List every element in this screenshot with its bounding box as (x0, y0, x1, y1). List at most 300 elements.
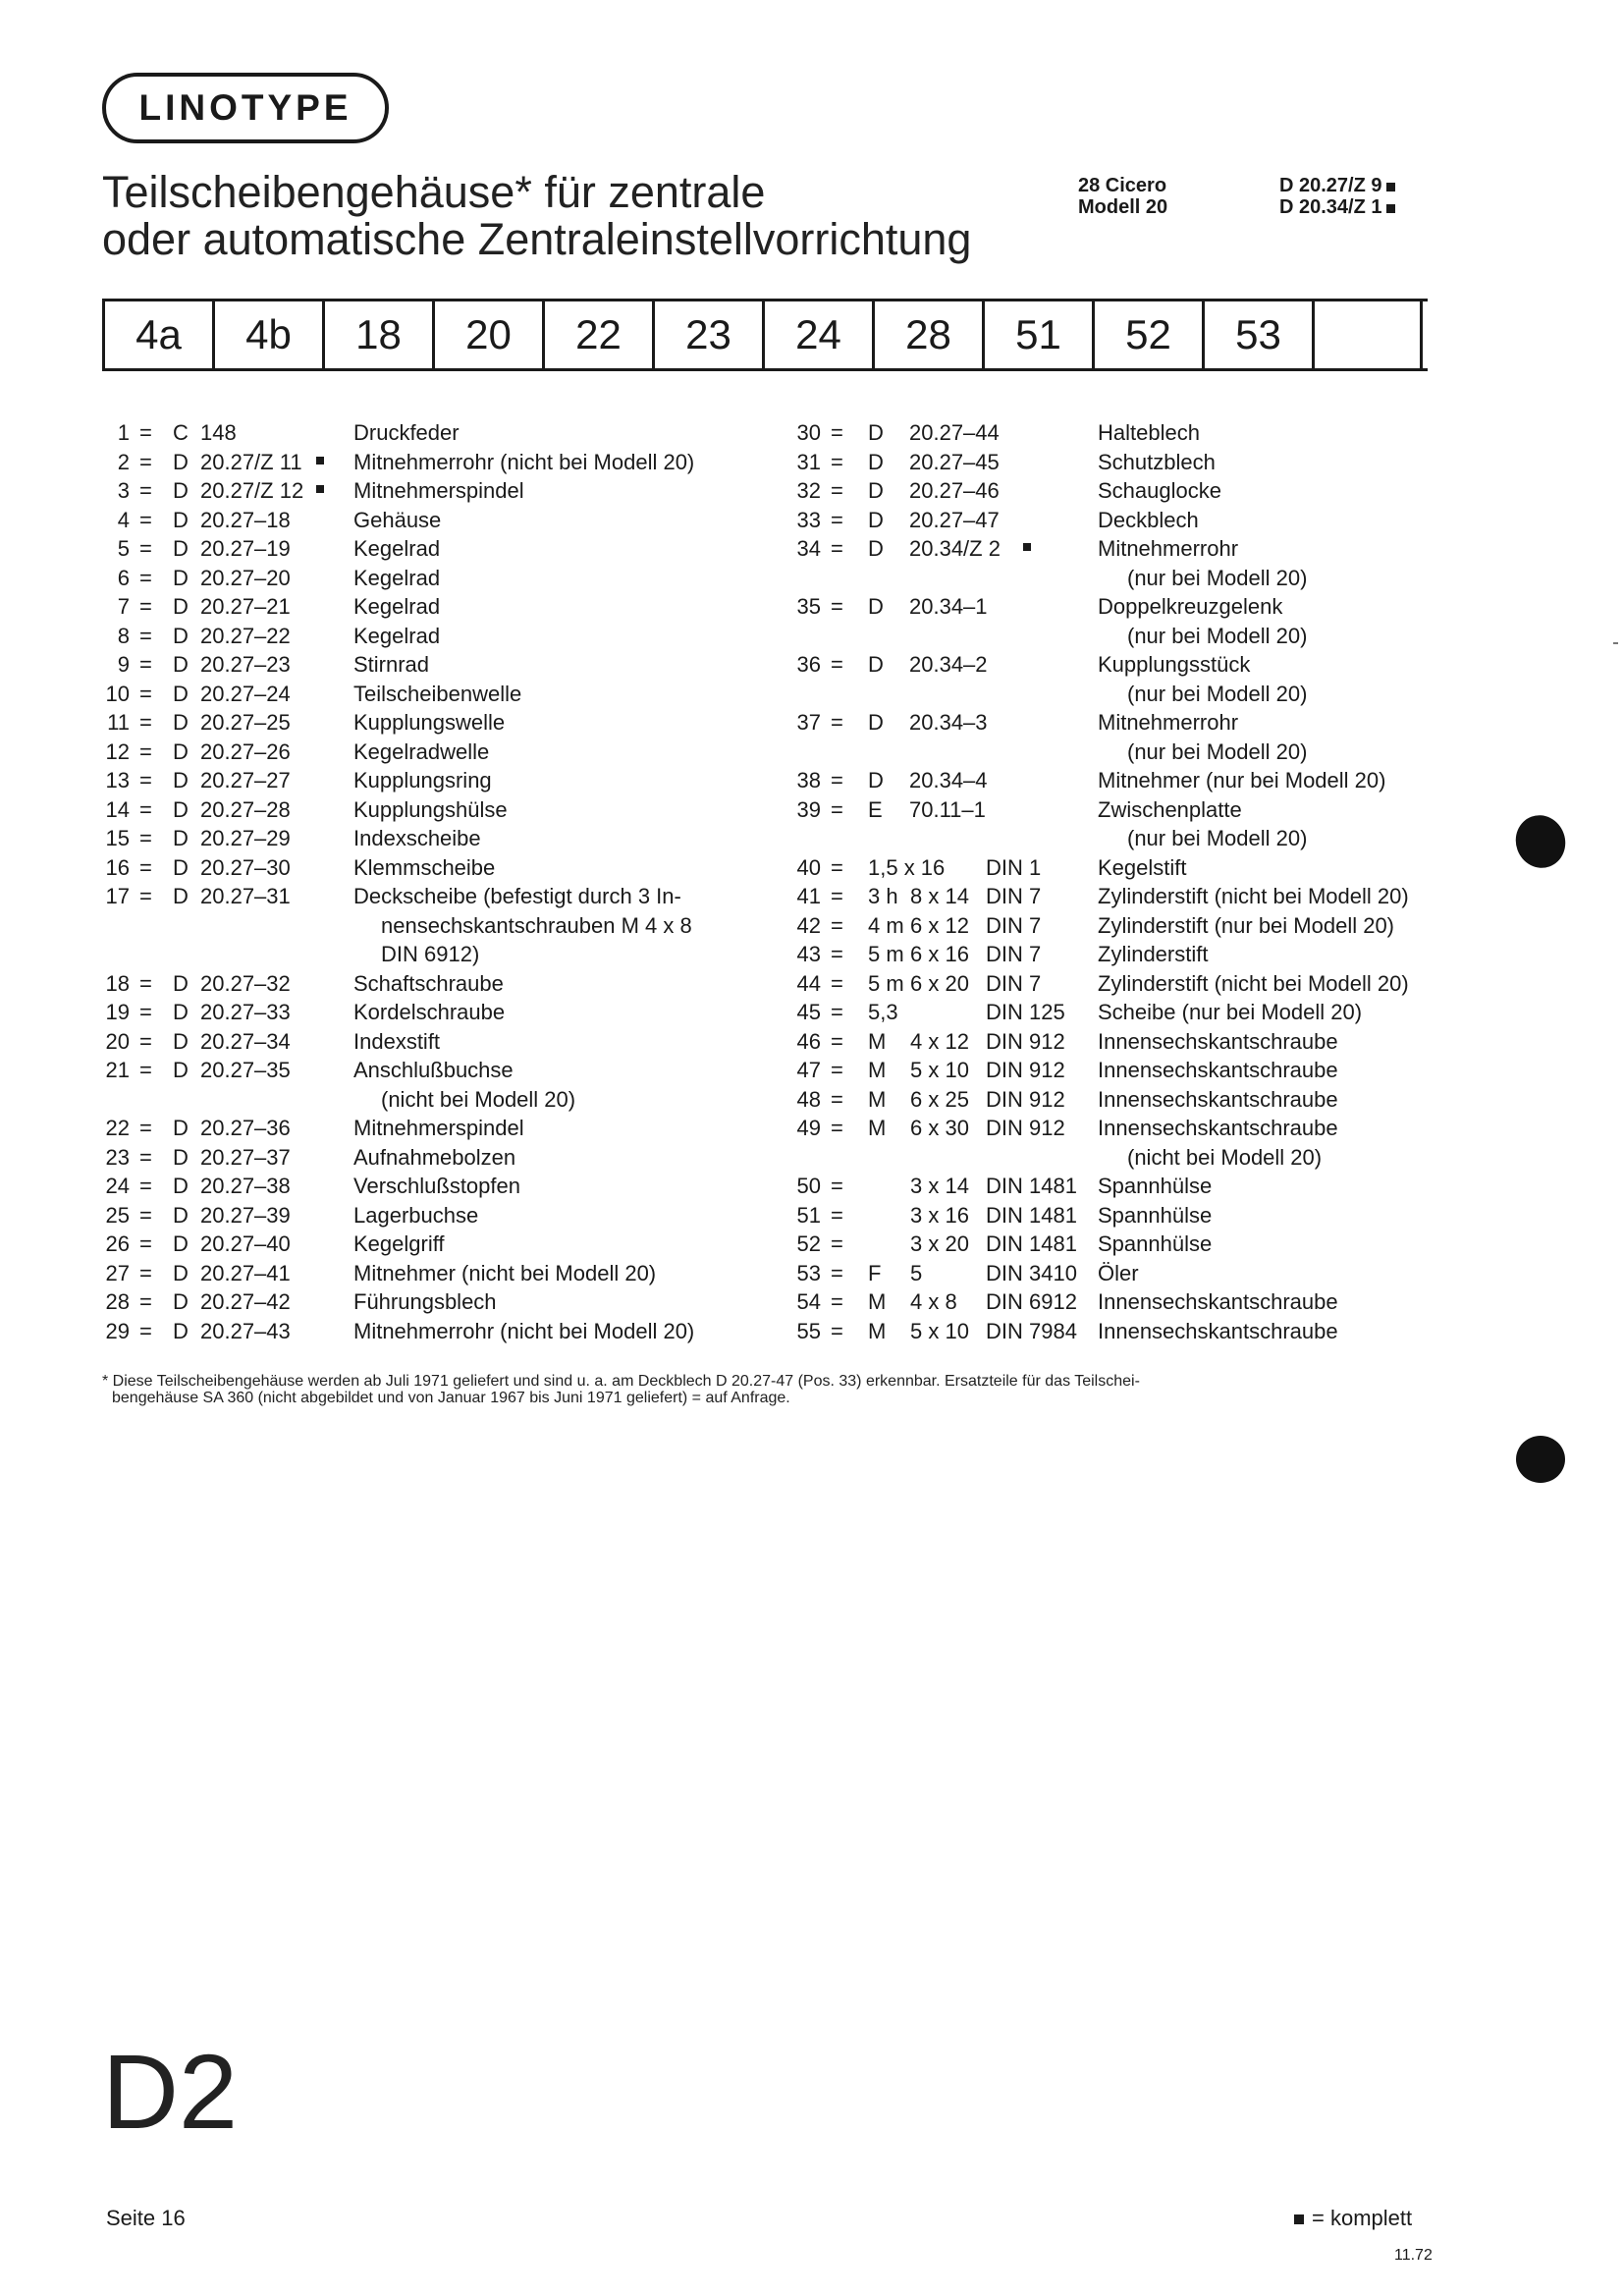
equals-sign: = (139, 478, 152, 503)
equals-sign: = (831, 1086, 843, 1112)
part-prefix: D (173, 652, 189, 677)
part-description: Führungsblech (353, 1289, 497, 1314)
equals-sign: = (139, 652, 152, 677)
item-number: 11 (107, 710, 130, 735)
index-cell: 24 (765, 301, 875, 368)
part-prefix: D (173, 478, 189, 503)
part-code: 20.27–45 (909, 449, 1000, 474)
equals-sign: = (831, 912, 843, 938)
din-standard: DIN 7984 (986, 1318, 1077, 1343)
part-description: Kupplungshülse (353, 796, 508, 822)
part-prefix: D (868, 594, 884, 619)
din-standard: DIN 912 (986, 1028, 1065, 1054)
item-number: 40 (796, 854, 821, 880)
part-description: Kupplungsring (353, 768, 492, 793)
item-number: 25 (105, 1202, 130, 1228)
item-number: 7 (117, 594, 130, 619)
part-description: Indexstift (353, 1028, 441, 1054)
part-code: 20.27–30 (200, 854, 291, 880)
equals-sign: = (831, 507, 843, 532)
equals-sign: = (831, 1260, 843, 1285)
part-description: Kegelstift (1098, 854, 1187, 880)
part-prefix: D (173, 768, 189, 793)
din-standard: DIN 7 (986, 970, 1042, 996)
item-number: 54 (796, 1289, 821, 1314)
part-code: 20.27–35 (200, 1058, 291, 1082)
assembly-code-2: D 20.34/Z 1 (1279, 196, 1395, 218)
equals-sign: = (831, 710, 843, 735)
part-code: 20.27–44 (909, 420, 1000, 445)
equals-sign: = (831, 1202, 843, 1228)
complete-square-icon (1386, 183, 1395, 191)
part-code: 20.27–46 (909, 478, 1000, 503)
item-number: 24 (105, 1174, 130, 1198)
index-cell: 23 (655, 301, 765, 368)
part-prefix: D (173, 970, 189, 996)
item-number: 3 (117, 478, 130, 503)
equals-sign: = (831, 942, 843, 966)
part-description: Spannhülse (1098, 1202, 1213, 1228)
part-prefix: D (173, 884, 189, 908)
equals-sign: = (139, 536, 152, 561)
part-description: Deckscheibe (befestigt durch 3 In- (353, 884, 681, 908)
din-standard: DIN 1481 (986, 1174, 1077, 1198)
item-number: 9 (117, 652, 130, 677)
part-size: 5 (910, 1260, 923, 1285)
part-prefix: D (868, 507, 884, 532)
part-code: 20.27–37 (200, 1144, 291, 1170)
part-description: Zylinderstift (nicht bei Modell 20) (1098, 884, 1409, 908)
equals-sign: = (139, 768, 152, 793)
part-prefix: D (868, 652, 884, 677)
part-code: 20.34–3 (909, 710, 988, 735)
part-prefix: D (173, 1116, 189, 1140)
part-description: Mitnehmerrohr (1098, 536, 1239, 561)
equals-sign: = (831, 884, 843, 908)
part-description: Mitnehmer (nur bei Modell 20) (1098, 768, 1386, 793)
part-description: Gehäuse (353, 507, 442, 532)
equals-sign: = (831, 854, 843, 880)
part-prefix: D (173, 565, 189, 590)
legend-text: = komplett (1312, 2206, 1413, 2230)
part-prefix: D (173, 1028, 189, 1054)
item-number: 29 (105, 1318, 130, 1343)
part-prefix: 1,5 x 16 (868, 854, 946, 880)
item-number: 22 (105, 1116, 130, 1140)
part-description: Teilscheibenwelle (353, 681, 522, 706)
index-cell: 52 (1095, 301, 1205, 368)
linotype-logo (102, 73, 389, 143)
complete-square-icon (1023, 543, 1031, 551)
part-prefix: D (173, 1144, 189, 1170)
equals-sign: = (139, 1260, 152, 1285)
equals-sign: = (139, 1000, 152, 1024)
item-number: 19 (105, 1000, 130, 1024)
part-code: 20.27–21 (200, 594, 291, 619)
part-code: 20.27–43 (200, 1318, 291, 1343)
index-cell: 4a (105, 301, 215, 368)
part-code: 20.27/Z 12 (200, 478, 304, 503)
equals-sign: = (139, 449, 152, 474)
part-code: 20.27–27 (200, 768, 291, 793)
title-line-1: Teilscheibengehäuse* für zentrale (102, 167, 766, 217)
part-prefix: 5,3 (868, 1000, 898, 1024)
footnote-line-2: bengehäuse SA 360 (nicht abgebildet und von Januar 1967 bis Juni 1971 geliefert) = auf Anfrage. (112, 1390, 790, 1406)
item-number: 27 (105, 1260, 130, 1285)
part-description: Mitnehmerspindel (353, 1116, 524, 1140)
part-size: 6 x 25 (910, 1086, 969, 1112)
part-prefix: D (868, 420, 884, 445)
part-code: 20.27–47 (909, 507, 1000, 532)
equals-sign: = (139, 1058, 152, 1082)
item-number: 50 (796, 1174, 821, 1198)
part-description: Zylinderstift (nicht bei Modell 20) (1098, 970, 1409, 996)
part-description: Spannhülse (1098, 1231, 1213, 1256)
part-code: 20.27–38 (200, 1174, 291, 1198)
part-size: 4 x 12 (910, 1028, 969, 1054)
part-prefix: D (173, 594, 189, 619)
part-prefix: D (173, 1260, 189, 1285)
item-number: 14 (105, 796, 130, 822)
part-description: Mitnehmerrohr (1098, 710, 1239, 735)
part-code: 20.34–4 (909, 768, 988, 793)
logo-text: LINOTYPE (138, 87, 352, 128)
item-number: 49 (796, 1116, 821, 1140)
item-number: 34 (796, 536, 821, 561)
model-index-bar (102, 299, 1428, 371)
section-code: D2 (102, 2032, 239, 2151)
part-description: Innensechskantschraube (1098, 1289, 1338, 1314)
legend (1294, 2206, 1412, 2231)
index-cell: 53 (1205, 301, 1315, 368)
part-size: 3 x 14 (910, 1174, 969, 1198)
din-standard: DIN 125 (986, 1000, 1065, 1024)
equals-sign: = (139, 681, 152, 706)
part-description: Aufnahmebolzen (353, 1144, 516, 1170)
part-prefix: D (173, 681, 189, 706)
part-prefix: D (173, 1000, 189, 1024)
part-prefix: D (173, 449, 189, 474)
part-prefix: D (173, 1174, 189, 1198)
part-code: 20.27–18 (200, 507, 291, 532)
part-prefix: D (173, 796, 189, 822)
din-standard: DIN 912 (986, 1116, 1065, 1140)
part-prefix: D (173, 738, 189, 764)
din-standard: DIN 6912 (986, 1289, 1077, 1314)
part-prefix: D (868, 449, 884, 474)
item-number: 42 (796, 912, 821, 938)
part-description: Klemmscheibe (353, 854, 496, 880)
equals-sign: = (139, 826, 152, 850)
part-description: (nur bei Modell 20) (1127, 826, 1308, 850)
equals-sign: = (831, 796, 843, 822)
part-code: 20.27–32 (200, 970, 291, 996)
item-number: 47 (796, 1058, 821, 1082)
item-number: 31 (796, 449, 821, 474)
part-size: 4 x 8 (910, 1289, 957, 1314)
part-description: DIN 6912) (381, 942, 480, 966)
equals-sign: = (831, 420, 843, 445)
equals-sign: = (139, 420, 152, 445)
part-code: 20.27–22 (200, 623, 291, 648)
part-prefix: M (868, 1318, 887, 1343)
equals-sign: = (139, 565, 152, 590)
item-number: 39 (796, 796, 821, 822)
complete-square-icon (1386, 204, 1395, 213)
index-cell: 28 (875, 301, 985, 368)
page-number: Seite 16 (106, 2206, 186, 2230)
equals-sign: = (139, 1116, 152, 1140)
item-number: 52 (796, 1231, 821, 1256)
title-line-2: oder automatische Zentraleinstellvorrichtung (102, 214, 972, 264)
item-number: 35 (796, 594, 821, 619)
part-description: Innensechskantschraube (1098, 1058, 1338, 1082)
part-prefix: 4 m (868, 912, 904, 938)
print-date: 11.72 (1394, 2247, 1433, 2264)
part-prefix: 3 h (868, 884, 898, 908)
part-code: 20.27–23 (200, 652, 291, 677)
part-size: 3 x 20 (910, 1231, 969, 1256)
part-prefix: M (868, 1116, 887, 1140)
item-number: 45 (796, 1000, 821, 1024)
equals-sign: = (139, 884, 152, 908)
item-number: 23 (105, 1144, 130, 1170)
part-description: Innensechskantschraube (1098, 1028, 1338, 1054)
part-description: Deckblech (1098, 507, 1199, 532)
part-description: (nur bei Modell 20) (1127, 681, 1308, 706)
item-number: 51 (796, 1202, 821, 1228)
item-number: 2 (117, 449, 130, 474)
equals-sign: = (139, 507, 152, 532)
item-number: 46 (796, 1028, 821, 1054)
item-number: 55 (796, 1318, 821, 1343)
item-number: 18 (105, 970, 130, 996)
part-prefix: M (868, 1086, 887, 1112)
din-standard: DIN 1481 (986, 1202, 1077, 1228)
part-description: (nicht bei Modell 20) (1127, 1144, 1323, 1170)
part-description: Zylinderstift (1098, 942, 1209, 966)
equals-sign: = (831, 652, 843, 677)
part-prefix: D (173, 1231, 189, 1256)
equals-sign: = (831, 594, 843, 619)
part-prefix: E (868, 796, 883, 822)
equals-sign: = (139, 970, 152, 996)
part-description: Kegelrad (353, 623, 441, 648)
footnote-line-1: * Diese Teilscheibengehäuse werden ab Juli 1971 geliefert und sind u. a. am Deckblech D 20.27-47 (Pos. 33) erkennbar. Ersatzteile für das Teilschei- (102, 1373, 1140, 1390)
part-code: 20.27–36 (200, 1116, 291, 1140)
item-number: 26 (105, 1231, 130, 1256)
part-code: 20.27–40 (200, 1231, 291, 1256)
part-code: 20.27–41 (200, 1260, 291, 1285)
part-code: 20.27–19 (200, 536, 291, 561)
part-description: Innensechskantschraube (1098, 1318, 1338, 1343)
part-prefix: D (868, 710, 884, 735)
part-prefix: D (173, 1289, 189, 1314)
din-standard: DIN 912 (986, 1086, 1065, 1112)
part-description: Lagerbuchse (353, 1202, 479, 1228)
part-description: Anschlußbuchse (353, 1058, 514, 1082)
equals-sign: = (139, 854, 152, 880)
part-description: Öler (1098, 1260, 1139, 1285)
equals-sign: = (831, 1289, 843, 1314)
part-description: (nur bei Modell 20) (1127, 565, 1308, 590)
part-description: Zylinderstift (nur bei Modell 20) (1098, 912, 1395, 938)
model-info (1078, 175, 1167, 218)
equals-sign: = (139, 1231, 152, 1256)
index-cell: 4b (215, 301, 325, 368)
part-size: 6 x 20 (910, 970, 969, 996)
item-number: 38 (796, 768, 821, 793)
part-prefix: 5 m (868, 942, 904, 966)
part-size: 6 x 16 (910, 942, 969, 966)
part-code: 20.27–34 (200, 1028, 291, 1054)
part-code: 20.27–26 (200, 738, 291, 764)
part-code: 148 (200, 420, 237, 445)
item-number: 36 (796, 652, 821, 677)
part-description: Schutzblech (1098, 449, 1216, 474)
equals-sign: = (831, 1028, 843, 1054)
part-description: Kegelrad (353, 536, 441, 561)
complete-square-icon (316, 457, 324, 465)
complete-square-icon (1294, 2214, 1304, 2224)
part-description: Verschlußstopfen (353, 1174, 520, 1198)
part-prefix: D (173, 623, 189, 648)
item-number: 15 (105, 826, 130, 850)
equals-sign: = (139, 710, 152, 735)
item-number: 30 (796, 420, 821, 445)
part-description: Mitnehmerrohr (nicht bei Modell 20) (353, 449, 695, 474)
index-cell: 22 (545, 301, 655, 368)
item-number: 5 (117, 536, 130, 561)
item-number: 17 (105, 884, 130, 908)
part-description: (nur bei Modell 20) (1127, 623, 1308, 648)
part-prefix: D (173, 1058, 189, 1082)
part-description: Spannhülse (1098, 1174, 1213, 1198)
part-code: 20.27–24 (200, 681, 291, 706)
equals-sign: = (139, 623, 152, 648)
item-number: 12 (105, 738, 130, 764)
item-number: 20 (105, 1028, 130, 1054)
part-description: Zwischenplatte (1098, 796, 1242, 822)
part-prefix: D (868, 536, 884, 561)
din-standard: DIN 912 (986, 1058, 1065, 1082)
item-number: 53 (796, 1260, 821, 1285)
part-code: 20.34–1 (909, 594, 988, 619)
part-size: 6 x 30 (910, 1116, 969, 1140)
part-size: 6 x 12 (910, 912, 969, 938)
item-number: 21 (105, 1058, 130, 1082)
part-description: Schauglocke (1098, 478, 1221, 503)
equals-sign: = (831, 970, 843, 996)
item-number: 32 (796, 478, 821, 503)
part-code: 20.34–2 (909, 652, 988, 677)
part-description: Schaftschraube (353, 970, 504, 996)
item-number: 43 (796, 942, 821, 966)
part-description: Halteblech (1098, 420, 1200, 445)
part-description: Mitnehmerrohr (nicht bei Modell 20) (353, 1318, 695, 1343)
edge-mark (1613, 642, 1618, 644)
part-description: Kegelgriff (353, 1231, 445, 1256)
part-description: Kupplungswelle (353, 710, 506, 735)
equals-sign: = (831, 1174, 843, 1198)
equals-sign: = (831, 1058, 843, 1082)
equals-sign: = (831, 1231, 843, 1256)
part-description: Mitnehmer (nicht bei Modell 20) (353, 1260, 657, 1285)
part-description: Scheibe (nur bei Modell 20) (1098, 1000, 1363, 1024)
item-number: 33 (796, 507, 821, 532)
din-standard: DIN 1481 (986, 1231, 1077, 1256)
part-prefix: D (173, 1318, 189, 1343)
part-prefix: D (173, 826, 189, 850)
part-prefix: D (173, 1202, 189, 1228)
part-description: Innensechskantschraube (1098, 1086, 1338, 1112)
equals-sign: = (831, 1000, 843, 1024)
equals-sign: = (139, 1289, 152, 1314)
part-code: 20.27–29 (200, 826, 291, 850)
part-code: 20.27–25 (200, 710, 291, 735)
part-description: Doppelkreuzgelenk (1098, 594, 1283, 619)
part-description: Druckfeder (353, 420, 460, 445)
equals-sign: = (831, 1116, 843, 1140)
part-description: Kordelschraube (353, 1000, 506, 1024)
model-size: 28 Cicero (1078, 175, 1167, 196)
part-prefix: C (173, 420, 189, 445)
index-cell: 20 (435, 301, 545, 368)
equals-sign: = (831, 536, 843, 561)
item-number: 4 (117, 507, 130, 532)
part-code: 20.27–31 (200, 884, 291, 908)
punch-hole-mark (1516, 1436, 1565, 1483)
part-code: 20.34/Z 2 (909, 536, 1001, 561)
equals-sign: = (139, 1144, 152, 1170)
assembly-codes (1279, 175, 1395, 218)
din-standard: DIN 7 (986, 912, 1042, 938)
part-size: 5 x 10 (910, 1318, 969, 1343)
item-number: 1 (117, 420, 130, 445)
part-size: 8 x 14 (910, 884, 969, 908)
equals-sign: = (139, 1028, 152, 1054)
equals-sign: = (831, 449, 843, 474)
part-prefix: D (173, 710, 189, 735)
item-number: 48 (796, 1086, 821, 1112)
index-cell: 51 (985, 301, 1095, 368)
part-size: 3 x 16 (910, 1202, 969, 1228)
part-prefix: D (868, 478, 884, 503)
din-standard: DIN 1 (986, 854, 1042, 880)
complete-square-icon (316, 485, 324, 493)
din-standard: DIN 7 (986, 884, 1042, 908)
index-cell (1315, 301, 1423, 368)
assembly-code-1: D 20.27/Z 9 (1279, 175, 1395, 196)
equals-sign: = (139, 1318, 152, 1343)
item-number: 13 (105, 768, 130, 793)
part-description: Kegelrad (353, 594, 441, 619)
part-description: Innensechskantschraube (1098, 1116, 1338, 1140)
item-number: 37 (796, 710, 821, 735)
part-prefix: D (173, 854, 189, 880)
part-code: 20.27–33 (200, 1000, 291, 1024)
din-standard: DIN 3410 (986, 1260, 1077, 1285)
equals-sign: = (139, 1174, 152, 1198)
item-number: 28 (105, 1289, 130, 1314)
equals-sign: = (139, 796, 152, 822)
part-prefix: 5 m (868, 970, 904, 996)
part-prefix: F (868, 1260, 882, 1285)
part-code: 20.27/Z 11 (200, 449, 302, 474)
part-description: Indexscheibe (353, 826, 481, 850)
item-number: 44 (796, 970, 821, 996)
part-description: (nicht bei Modell 20) (381, 1086, 576, 1112)
